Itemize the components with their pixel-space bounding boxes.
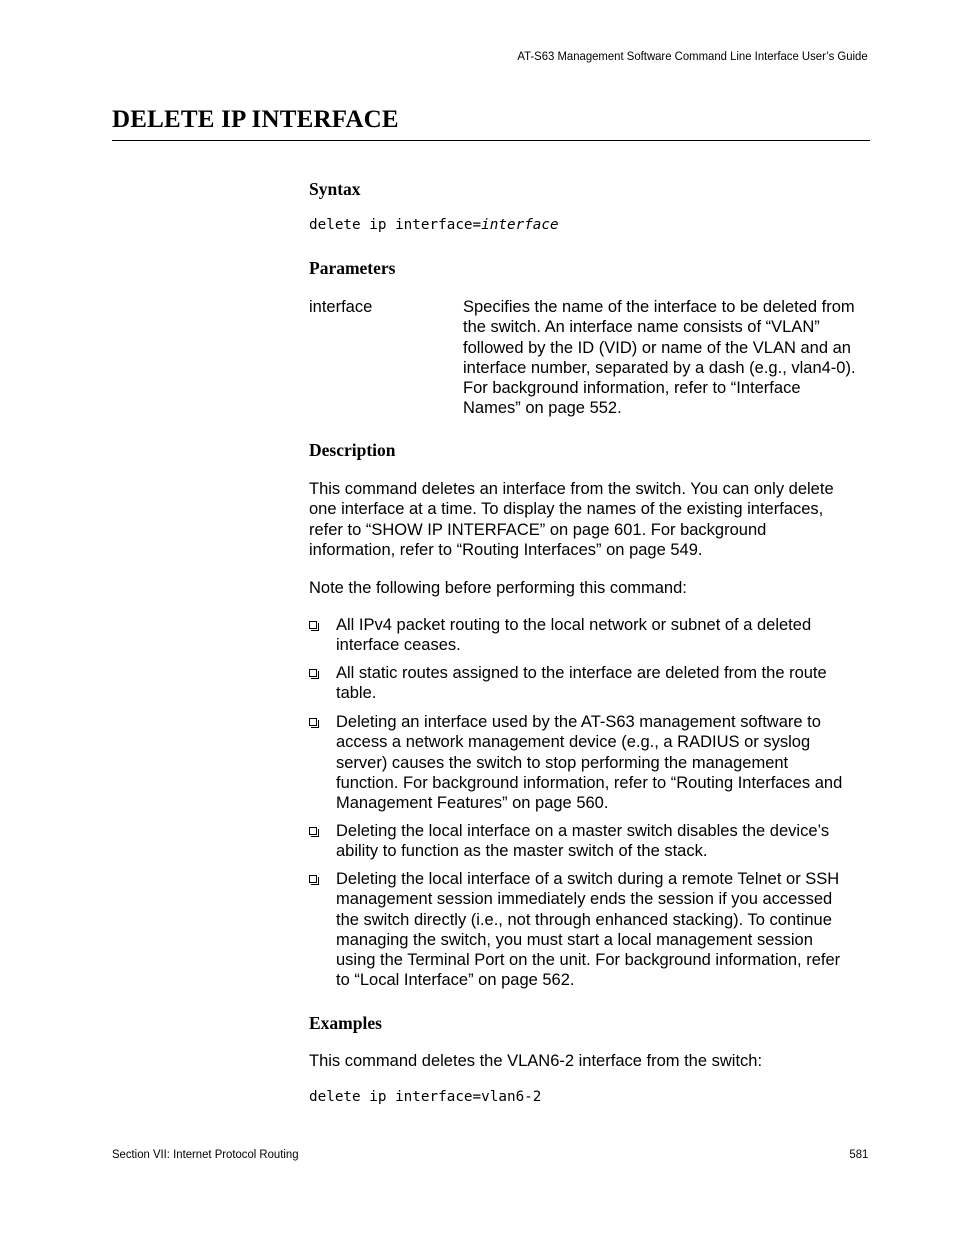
- description-heading: Description: [309, 440, 396, 460]
- page-title: DELETE IP INTERFACE: [112, 106, 399, 133]
- parameter-description: [463, 297, 873, 419]
- list-item-line: using the Terminal Port on the unit. For background information, refer: [336, 951, 841, 970]
- title-rule: [112, 140, 870, 141]
- syntax-command-param: interface: [481, 217, 559, 233]
- list-item-line: Deleting an interface used by the AT-S63 management software to: [336, 713, 821, 731]
- list-item-line: function. For background information, refer to “Routing Interfaces and: [336, 773, 843, 792]
- parameter-description-line: Specifies the name of the interface to be deleted from: [463, 298, 855, 316]
- list-item-line: the switch directly (i.e., not through enhanced stacking). To continue: [336, 910, 832, 929]
- examples-heading: Examples: [309, 1013, 382, 1033]
- list-item-text: [336, 615, 869, 656]
- syntax-command-prefix: delete ip interface=: [309, 217, 482, 233]
- list-item-line: to “Local Interface” on page 562.: [336, 971, 575, 990]
- description-paragraph: [309, 479, 869, 560]
- list-item-line: server) causes the switch to stop performing the management: [336, 753, 789, 772]
- list-item-line: management session immediately ends the session if you accessed: [336, 890, 833, 909]
- list-item-line: managing the switch, you must start a local management session: [336, 930, 813, 949]
- footer-page-number: 581: [849, 1147, 868, 1161]
- parameter-description-line: followed by the ID (VID) or name of the VLAN and an: [463, 338, 851, 357]
- description-line: refer to “SHOW IP INTERFACE” on page 601. For background: [309, 520, 767, 539]
- list-item-line: All static routes assigned to the interface are deleted from the route: [336, 664, 827, 682]
- checkbox-bullet-icon: [309, 669, 317, 677]
- checkbox-bullet-icon: [309, 827, 317, 835]
- checkbox-bullet-icon: [309, 875, 317, 883]
- list-item-line: interface ceases.: [336, 636, 461, 655]
- list-item-line: Deleting the local interface of a switch during a remote Telnet or SSH: [336, 870, 840, 888]
- parameter-description-line: For background information, refer to “Interface: [463, 379, 801, 398]
- list-item-line: All IPv4 packet routing to the local network or subnet of a deleted: [336, 616, 812, 634]
- running-header: AT-S63 Management Software Command Line Interface User’s Guide: [517, 49, 868, 63]
- list-item-text: [336, 712, 869, 813]
- list-item-line: table.: [336, 684, 377, 703]
- checkbox-bullet-icon: [309, 621, 317, 629]
- list-item-text: [336, 663, 869, 704]
- footer-section: Section VII: Internet Protocol Routing: [112, 1147, 299, 1161]
- parameter-name: interface: [309, 298, 373, 316]
- list-item-line: Management Features” on page 560.: [336, 794, 609, 813]
- note-paragraph: Note the following before performing this command:: [309, 579, 687, 597]
- examples-text: This command deletes the VLAN6-2 interface from the switch:: [309, 1052, 763, 1070]
- parameter-description-line: Names” on page 552.: [463, 399, 622, 418]
- examples-command: delete ip interface=vlan6-2: [309, 1089, 542, 1105]
- list-item-line: Deleting the local interface on a master switch disables the device’s: [336, 822, 830, 840]
- list-item-text: [336, 869, 869, 991]
- syntax-command: [309, 217, 559, 233]
- list-item-line: access a network management device (e.g., a RADIUS or syslog: [336, 733, 811, 752]
- description-line: information, refer to “Routing Interfaces” on page 549.: [309, 540, 703, 559]
- parameters-heading: Parameters: [309, 258, 396, 278]
- list-item-line: ability to function as the master switch of the stack.: [336, 842, 708, 861]
- syntax-heading: Syntax: [309, 179, 361, 199]
- description-line: This command deletes an interface from the switch. You can only delete: [309, 480, 834, 498]
- list-item-text: [336, 821, 869, 862]
- parameter-description-line: interface number, separated by a dash (e.g., vlan4-0).: [463, 358, 856, 377]
- parameter-description-line: the switch. An interface name consists of “VLAN”: [463, 318, 820, 337]
- checkbox-bullet-icon: [309, 718, 317, 726]
- description-line: one interface at a time. To display the names of the existing interfaces,: [309, 500, 824, 519]
